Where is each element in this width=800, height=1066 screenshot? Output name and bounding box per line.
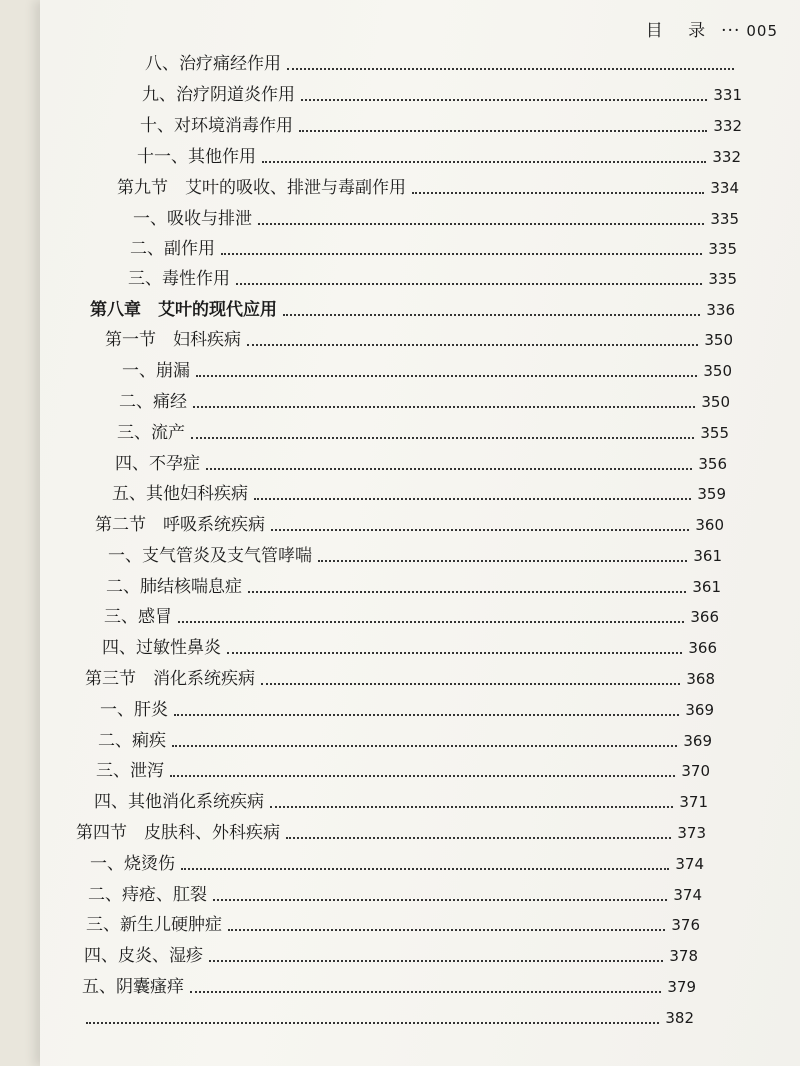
toc-entry xyxy=(133,208,739,230)
toc-entry xyxy=(130,238,737,260)
leader-dots xyxy=(254,498,691,500)
toc-entry-label: 二、副作用 xyxy=(130,239,215,259)
toc-entry xyxy=(119,391,730,413)
toc-entry xyxy=(105,329,733,351)
toc-entry xyxy=(112,483,726,505)
toc-chapter xyxy=(90,299,735,321)
toc-entry xyxy=(117,422,729,444)
leader-dots xyxy=(318,560,687,562)
toc-entry-page: 335 xyxy=(710,210,739,228)
toc-entry-page: 350 xyxy=(704,331,733,349)
toc-entry-label: 三、感冒 xyxy=(104,607,172,627)
leader-dots xyxy=(262,161,706,163)
toc-entry-page: 373 xyxy=(677,824,706,842)
toc-entry-label: 二、痔疮、肛裂 xyxy=(88,885,207,905)
leader-dots xyxy=(178,621,684,623)
leader-dots xyxy=(271,529,689,531)
header-title: 目 录 xyxy=(645,21,716,41)
toc-entry xyxy=(94,791,708,813)
toc-entry-label: 十、对环境消毒作用 xyxy=(140,116,293,136)
toc-entry xyxy=(100,699,714,721)
header-dots: ··· xyxy=(721,21,741,41)
toc-entry xyxy=(117,177,739,199)
toc-entry-label: 一、支气管炎及支气管哮喘 xyxy=(108,546,312,566)
toc-entry-label: 一、吸收与排泄 xyxy=(133,209,252,229)
toc-entry xyxy=(88,884,702,906)
toc-entry-label: 三、流产 xyxy=(117,423,185,443)
toc-entry-label: 一、崩漏 xyxy=(122,361,190,381)
toc-entry-page: 332 xyxy=(713,117,742,135)
toc-entry-label: 五、阴囊瘙痒 xyxy=(82,977,184,997)
toc-entry xyxy=(145,53,740,75)
leader-dots xyxy=(213,899,667,901)
toc-entry-page: 361 xyxy=(692,578,721,596)
toc-entry-page: 355 xyxy=(700,424,729,442)
toc-entry-label: 十一、其他作用 xyxy=(137,147,256,167)
toc-entry xyxy=(140,115,742,137)
toc-entry-page: 374 xyxy=(673,886,702,904)
toc-entry xyxy=(96,760,710,782)
toc-entry-page: 359 xyxy=(697,485,726,503)
leader-dots xyxy=(270,806,673,808)
toc-entry-page: 335 xyxy=(708,270,737,288)
toc-entry-label: 九、治疗阴道炎作用 xyxy=(142,85,295,105)
toc-entry xyxy=(128,268,737,290)
toc-entry-page: 366 xyxy=(690,608,719,626)
toc-entry-label: 第一节 妇科疾病 xyxy=(105,330,241,350)
leader-dots xyxy=(287,68,734,70)
toc-entry xyxy=(115,453,727,475)
toc-entry-page: 334 xyxy=(710,179,739,197)
toc-entry-page: 350 xyxy=(701,393,730,411)
toc-entry xyxy=(142,84,742,106)
toc-entry-label: 一、肝炎 xyxy=(100,700,168,720)
toc-entry-label: 第九节 艾叶的吸收、排泄与毒副作用 xyxy=(117,178,406,198)
toc-entry xyxy=(137,146,741,168)
toc-entry-page: 379 xyxy=(667,978,696,996)
toc-entry-page: 374 xyxy=(675,855,704,873)
toc-entry-label: 三、毒性作用 xyxy=(128,269,230,289)
leader-dots xyxy=(193,406,695,408)
toc-entry-page: 361 xyxy=(693,547,722,565)
toc-entry-label: 五、其他妇科疾病 xyxy=(112,484,248,504)
toc-entry xyxy=(104,606,719,628)
toc-entry-label: 二、痢疾 xyxy=(98,731,166,751)
toc-entry xyxy=(85,668,715,690)
leader-dots xyxy=(299,130,707,132)
leader-dots xyxy=(206,468,692,470)
toc-entry xyxy=(98,730,712,752)
page-header xyxy=(646,16,778,41)
toc-entry-page: 369 xyxy=(683,732,712,750)
leader-dots xyxy=(286,837,671,839)
toc-entry-page: 371 xyxy=(679,793,708,811)
toc-entry-label: 二、痛经 xyxy=(119,392,187,412)
toc-entry-page: 366 xyxy=(688,639,717,657)
toc-entry-label: 四、皮炎、湿疹 xyxy=(84,946,203,966)
toc-entry xyxy=(95,514,724,536)
toc-entry-label: 二、肺结核喘息症 xyxy=(106,577,242,597)
toc-entry-label: 第三节 消化系统疾病 xyxy=(85,669,255,689)
leader-dots xyxy=(181,868,669,870)
leader-dots xyxy=(170,775,675,777)
toc-entry xyxy=(90,853,704,875)
toc-entry xyxy=(84,945,698,967)
toc-entry-page: 360 xyxy=(695,516,724,534)
leader-dots xyxy=(283,314,700,316)
toc-entry-page: 350 xyxy=(703,362,732,380)
toc-entry-label: 三、新生儿硬肿症 xyxy=(86,915,222,935)
leader-dots xyxy=(228,929,665,931)
toc-entry-page: 331 xyxy=(713,86,742,104)
leader-dots xyxy=(227,652,682,654)
toc-entry-page: 382 xyxy=(665,1009,694,1027)
leader-dots xyxy=(86,1022,659,1024)
leader-dots xyxy=(190,991,661,993)
toc-entry xyxy=(80,1007,694,1029)
toc-entry-label: 第四节 皮肤科、外科疾病 xyxy=(76,823,280,843)
leader-dots xyxy=(209,960,663,962)
toc-entry xyxy=(106,576,721,598)
leader-dots xyxy=(258,223,704,225)
toc-entry-label: 四、过敏性鼻炎 xyxy=(102,638,221,658)
leader-dots xyxy=(247,344,698,346)
leader-dots xyxy=(172,745,677,747)
toc-entry-page: 369 xyxy=(685,701,714,719)
toc-entry-page: 368 xyxy=(686,670,715,688)
leader-dots xyxy=(236,283,702,285)
leader-dots xyxy=(261,683,680,685)
leader-dots xyxy=(174,714,679,716)
toc-entry-page: 378 xyxy=(669,947,698,965)
toc-entry-page: 332 xyxy=(712,148,741,166)
toc-entry xyxy=(108,545,722,567)
toc-entry-label: 三、泄泻 xyxy=(96,761,164,781)
leader-dots xyxy=(248,591,686,593)
leader-dots xyxy=(412,192,704,194)
header-page-number: 005 xyxy=(746,22,778,40)
leader-dots xyxy=(221,253,702,255)
toc-entry-page: 376 xyxy=(671,916,700,934)
toc-entry-label: 第八章 艾叶的现代应用 xyxy=(90,300,277,320)
toc-entry-label: 第二节 呼吸系统疾病 xyxy=(95,515,265,535)
toc-entry-label: 四、其他消化系统疾病 xyxy=(94,792,264,812)
toc-entry xyxy=(86,914,700,936)
toc-entry-page: 370 xyxy=(681,762,710,780)
toc-entry-label: 一、烧烫伤 xyxy=(90,854,175,874)
leader-dots xyxy=(301,99,707,101)
leader-dots xyxy=(196,375,697,377)
toc-entry xyxy=(122,360,732,382)
toc-entry-page: 335 xyxy=(708,240,737,258)
toc-entry-page: 336 xyxy=(706,301,735,319)
toc-entry xyxy=(76,822,706,844)
leader-dots xyxy=(191,437,694,439)
toc-entry xyxy=(82,976,696,998)
toc-entry xyxy=(102,637,717,659)
toc-entry-label: 八、治疗痛经作用 xyxy=(145,54,281,74)
toc-entry-label: 四、不孕症 xyxy=(115,454,200,474)
toc-entry-page: 356 xyxy=(698,455,727,473)
